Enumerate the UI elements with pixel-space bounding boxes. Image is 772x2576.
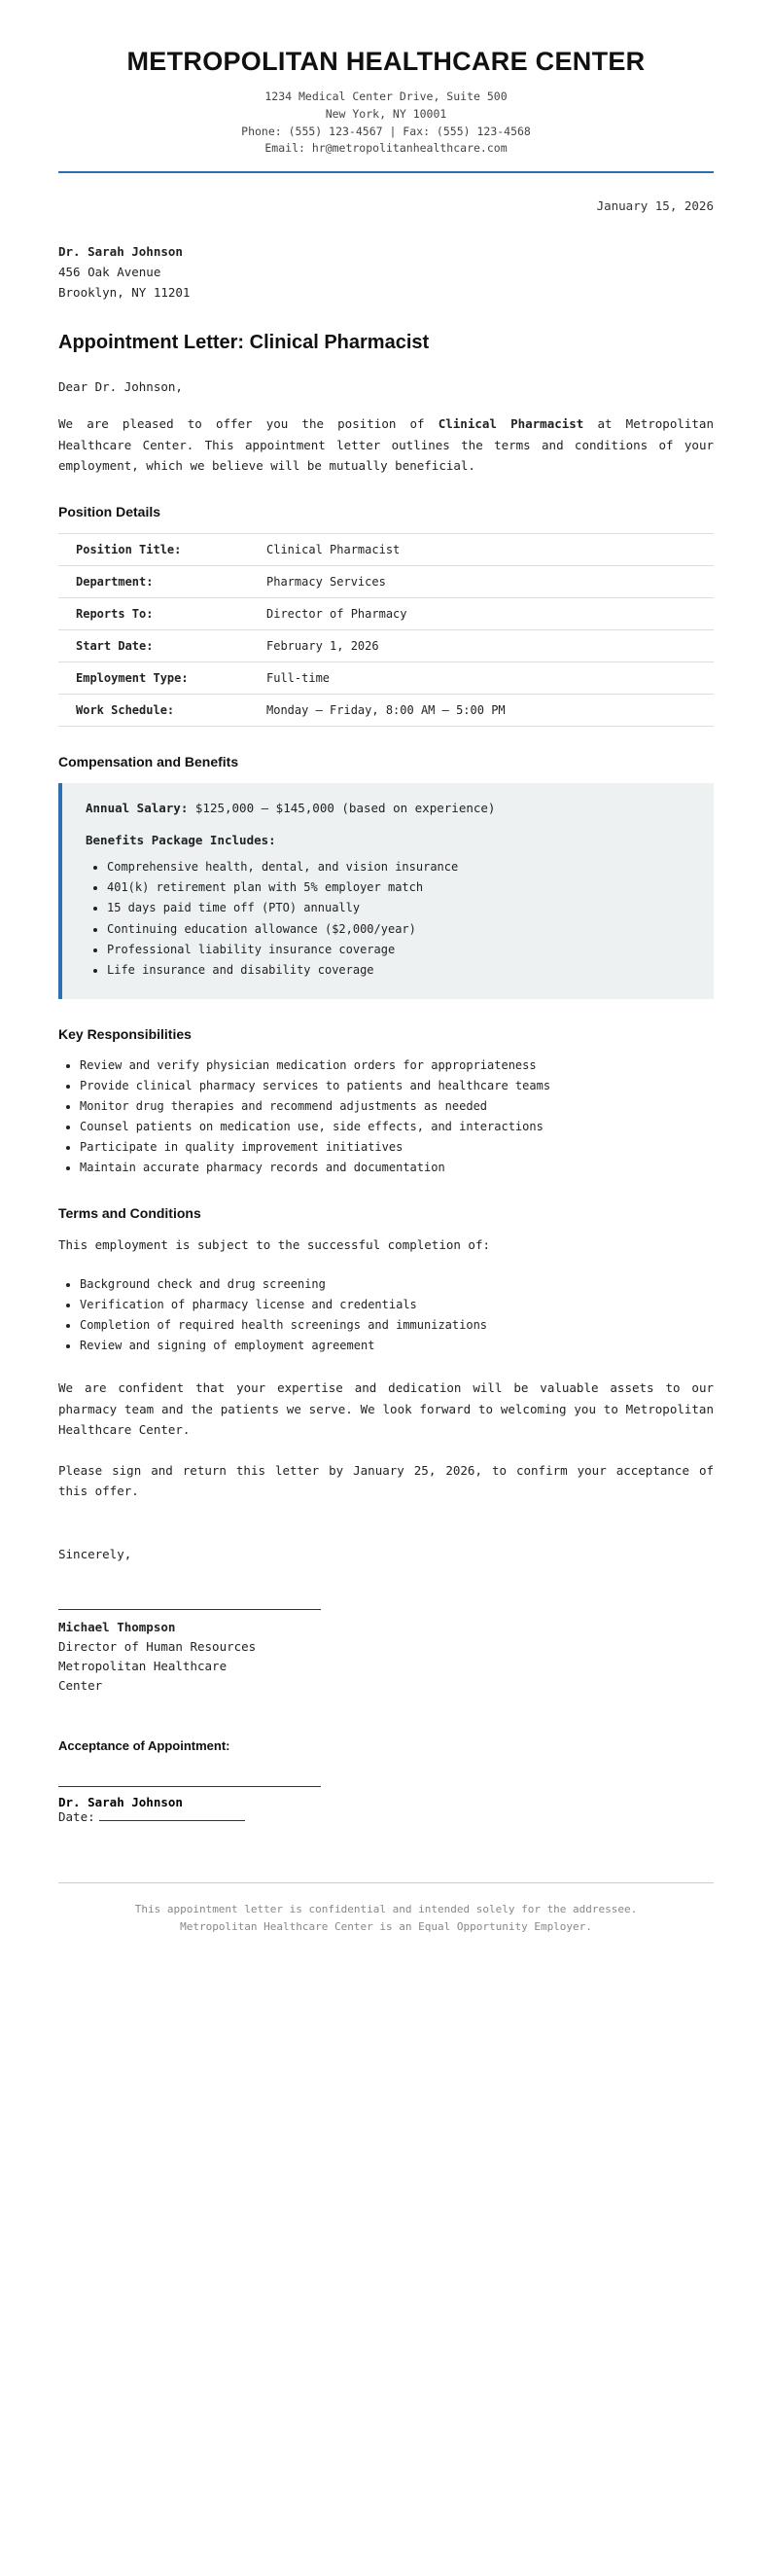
date-input-line[interactable]	[99, 1820, 245, 1821]
benefits-list	[86, 857, 692, 982]
page-title: Appointment Letter: Clinical Pharmacist	[58, 332, 430, 354]
closing-paragraph-2: Please sign and return this letter by January 25, 2026, to confirm your acceptance of this offer.	[58, 1462, 714, 1499]
list-item: • Provide clinical pharmacy services to patients and healthcare teams	[80, 1076, 714, 1096]
terms-list	[58, 1274, 714, 1356]
letter-date: January 15, 2026	[596, 198, 714, 214]
acceptance-block	[58, 1786, 714, 1824]
list-item: • Professional liability insurance coverage	[107, 940, 692, 960]
list-item: • Review and verify physician medication orders for appropriateness	[80, 1055, 714, 1076]
signature-line	[58, 1609, 321, 1610]
address-line-1: 1234 Medical Center Drive, Suite 500	[264, 89, 508, 103]
signer-org-line-2: Center	[58, 1677, 103, 1693]
acceptance-heading: Acceptance of Appointment:	[58, 1737, 230, 1753]
row-label: Position Title:	[76, 542, 182, 556]
table-row	[58, 597, 714, 629]
table-row	[58, 694, 714, 726]
salutation: Dear Dr. Johnson,	[58, 379, 183, 395]
list-item: • Verification of pharmacy license and credentials	[80, 1295, 714, 1315]
list-item: • Completion of required health screenings and immunizations	[80, 1315, 714, 1336]
recipient-street: 456 Oak Avenue	[58, 264, 161, 279]
acceptance-signature-line[interactable]	[58, 1786, 321, 1787]
list-item: • Comprehensive health, dental, and vision insurance	[107, 857, 692, 877]
list-item: • Participate in quality improvement initiatives	[80, 1137, 714, 1158]
list-item: • Background check and drug screening	[80, 1274, 714, 1295]
signer-title: Director of Human Resources	[58, 1638, 257, 1654]
list-item: • 15 days paid time off (PTO) annually	[107, 898, 692, 918]
row-label: Employment Type:	[76, 670, 189, 685]
list-item: • Monitor drug therapies and recommend adjustments as needed	[80, 1096, 714, 1117]
row-label: Start Date:	[76, 638, 154, 653]
signer-org-line-1: Metropolitan Healthcare	[58, 1658, 228, 1673]
email-line: Email: hr@metropolitanhealthcare.com	[264, 141, 508, 156]
contact-line: Phone: (555) 123-4567 | Fax: (555) 123-4568	[241, 124, 531, 138]
section-heading-responsibilities: Key Responsibilities	[58, 1025, 192, 1042]
row-value: Director of Pharmacy	[266, 606, 407, 621]
list-item: • Counsel patients on medication use, side effects, and interactions	[80, 1117, 714, 1137]
recipient-block	[58, 242, 714, 303]
row-value: Clinical Pharmacist	[266, 542, 401, 556]
sign-off: Sincerely,	[58, 1546, 132, 1561]
list-item: • Life insurance and disability coverage	[107, 960, 692, 981]
list-item: • Maintain accurate pharmacy records and documentation	[80, 1158, 714, 1178]
document-footer	[58, 1882, 714, 1976]
organization-name: METROPOLITAN HEALTHCARE CENTER	[126, 47, 646, 76]
terms-intro: This employment is subject to the successful completion of:	[58, 1236, 491, 1252]
signature-block	[58, 1545, 714, 1696]
acceptance-date-field[interactable]	[58, 1809, 714, 1824]
section-heading-terms: Terms and Conditions	[58, 1204, 201, 1221]
row-label: Reports To:	[76, 606, 154, 621]
date-label: Date:	[58, 1808, 95, 1824]
section-heading-position-details: Position Details	[58, 503, 161, 519]
closing-paragraph-1: We are confident that your expertise and dedication will be valuable assets to our pharmacy team and the patients we serve. We look forward to welcoming you to Metropolitan Healthcare Center.	[58, 1380, 714, 1438]
position-details-table	[58, 533, 714, 727]
list-item: • Continuing education allowance ($2,000/year)	[107, 919, 692, 940]
row-value: Monday – Friday, 8:00 AM – 5:00 PM	[266, 702, 506, 717]
recipient-name: Dr. Sarah Johnson	[58, 244, 183, 260]
letterhead	[58, 47, 714, 173]
responsibilities-list	[58, 1055, 714, 1178]
intro-paragraph: We are pleased to offer you the position of Clinical Pharmacist at Metropolitan Healthcare Center. This appointment letter outlines the terms and conditions of your employment, which we believe will be mutually beneficial.	[58, 416, 714, 474]
annual-salary-label: Annual Salary:	[86, 800, 189, 815]
table-row	[58, 565, 714, 597]
table-row	[58, 533, 714, 565]
compensation-panel	[58, 783, 714, 999]
footer-line-2: Metropolitan Healthcare Center is an Equal Opportunity Employer.	[180, 1920, 592, 1934]
row-label: Work Schedule:	[76, 702, 175, 717]
row-value: Pharmacy Services	[266, 574, 386, 589]
acceptance-name: Dr. Sarah Johnson	[58, 1794, 183, 1809]
signer-name: Michael Thompson	[58, 1619, 176, 1634]
row-value: February 1, 2026	[266, 638, 379, 653]
table-row	[58, 629, 714, 662]
annual-salary-line	[86, 801, 692, 815]
list-item: • 401(k) retirement plan with 5% employer match	[107, 877, 692, 898]
section-heading-compensation: Compensation and Benefits	[58, 753, 239, 769]
footer-line-1: This appointment letter is confidential and intended solely for the addressee.	[134, 1902, 638, 1915]
list-item: • Review and signing of employment agreement	[80, 1336, 714, 1356]
recipient-city-state-zip: Brooklyn, NY 11201	[58, 284, 191, 300]
row-value: Full-time	[266, 670, 331, 685]
table-row	[58, 662, 714, 694]
annual-salary-value: $125,000 – $145,000 (based on experience)	[194, 800, 496, 815]
benefits-heading: Benefits Package Includes:	[86, 832, 276, 847]
address-line-2: New York, NY 10001	[325, 106, 447, 121]
row-label: Department:	[76, 574, 154, 589]
